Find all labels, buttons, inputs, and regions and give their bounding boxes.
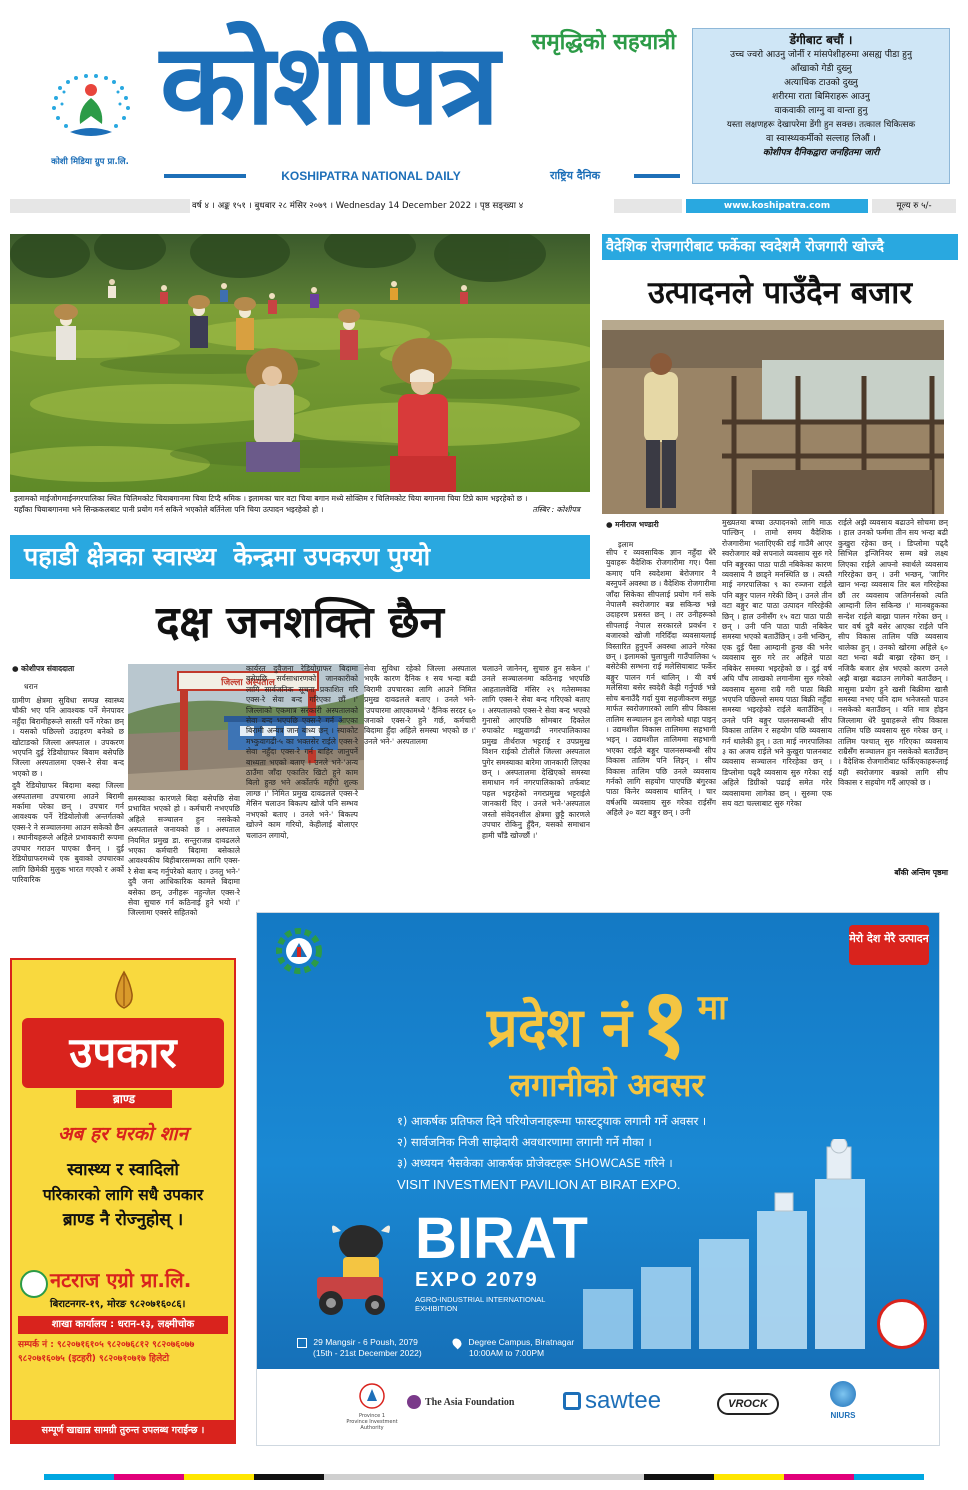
- sponsor-sawtee: [563, 1387, 673, 1415]
- health-column-5: [482, 664, 590, 942]
- byline-place: धरान: [24, 682, 38, 691]
- sponsor-province: [327, 1383, 417, 1431]
- point-item: २) सार्वजनिक निजी साझेदारी अवधारणामा लगानी गर्ने मौका ।: [397, 1135, 652, 1149]
- expo-dates: [297, 1337, 477, 1359]
- expo-desc: [415, 1295, 595, 1313]
- province-line: Province 1: [358, 1413, 386, 1419]
- upakar-subbrand-ribbon: ब्राण्ड: [74, 1088, 174, 1110]
- nepal-emblem-icon: [359, 1383, 385, 1409]
- mero-desh-badge: मेरो देश मेरै उत्पादन: [849, 925, 929, 965]
- dengue-line: आँखाको गेडी दुख्नु: [790, 64, 852, 74]
- dengue-footer: कोशीपत्र दैनिकद्वारा जनहितमा जारी: [762, 148, 880, 158]
- point-item: १) आकर्षक प्रतिफल दिने परियोजनाहरूमा फास्टट्र्याक लगानी गर्ने अवसर ।: [397, 1114, 707, 1128]
- dengue-line: वाकवाकी लाग्नु वा वान्ता हुनु: [774, 106, 868, 116]
- caption-line: यहाँका चियाबगानमा भने सिन्क्रकलबाट पानी प्रयोग गर्न सकिने भएकोले बर्तिनेला पनि चिया उत्पादन भइरहेको हो ।: [14, 505, 324, 514]
- health-kicker-banner: पहाडी क्षेत्रका स्वास्थ्य केन्द्रमा उपकरण पुग्यो: [10, 535, 590, 579]
- paragraph: सेवा सुविधा रहेको जिल्ला अस्पताल भएकै कारण दैनिक १ सय भन्दा बढी बिरामी उपचारका लागि आउने निमित प्रमुख दावढलले बताए । उनले भने-'उपचारमा आएकामध्ये ' दैनिक सरदर ६० जनाको एक्स-रे हुने गर्छ, कर्मचारी बिदामा हुँदा अहिले समस्या भएको छ ।' उनले भने-' अस्पतालमा: [364, 664, 476, 746]
- desc-line: AGRO-INDUSTRIAL INTERNATIONAL: [415, 1295, 546, 1304]
- masthead-english-name: KOSHIPATRA NATIONAL DAILY: [246, 166, 496, 186]
- message-line: ब्राण्ड नै रोज्नुहोस् ।: [62, 1210, 184, 1230]
- point-item: ३) अध्ययन भैसकेका आकर्षक प्रोजेक्टहरू SHOWCASE गरिने ।: [397, 1156, 673, 1170]
- blue-gold-logo-icon: [877, 1299, 927, 1349]
- title-number: १: [639, 967, 690, 1079]
- byline-author: मनीराज भण्डारी: [615, 520, 659, 529]
- yak-tractor-icon: [303, 1213, 413, 1323]
- sponsor-label: sawtee: [585, 1387, 662, 1414]
- date-line: 29 Mangsir - 6 Poush, 2079: [313, 1337, 418, 1348]
- expo-venue: [453, 1337, 623, 1359]
- production-column-2: [722, 518, 832, 880]
- sawtee-icon: [563, 1392, 581, 1410]
- title-main: प्रदेश नं: [487, 996, 632, 1059]
- masthead-title: कोशीपत्र: [160, 20, 498, 150]
- paragraph: चलाउने जानेनन्, सुचारु हुन सकेन ।' उनले सञ्चालनमा कठिनाइ भएपछि आहतालवेखि मंसिर २९ गतेसम्मका लागि एक्स-रे सेवा बन्द गरिएको बताए । अस्पतालको एक्स-रे सेवा बन्द भएको गुनासो आएपछि सोमबार दिक्तेल रुपाकोट मझुवागढी नगरपालिकाका प्रमुख तीर्थराज भट्टराई र उपप्रमुख विशन राईको टोलीले जिल्ला अस्पताल पुगेर समस्याका बारेमा जानकारी लिएका छन् । अस्पतालमा देखिएको समस्या समाधान गर्न नगरपालिकाको तर्फबाट पहल भइरहेको नगरप्रमुख भट्टराईले जानकारी दिए । उनले भने-'अस्पताल जस्तो संवेदनशील क्षेत्रमा छुट्टै कारणले उपचार रोकिनु हुँदैन, यसको समाधान हामी चाँडै खोज्छौं ।': [482, 664, 590, 840]
- namaste-hands-icon: [102, 968, 146, 1012]
- dengue-title: डेंगीबाट बचौं ।: [789, 33, 853, 47]
- health-column-4: [364, 664, 476, 942]
- health-column-2: [128, 794, 240, 942]
- continued-note: बाँकी अन्तिम पृष्ठमा: [894, 868, 948, 877]
- photo-credit: तस्बिर : कोशीपत्र: [532, 505, 580, 514]
- upakar-footer: सम्पूर्ण खाद्यान्न सामग्री तुरुन्त उपलब्ध गराईन्छ ।: [12, 1420, 234, 1442]
- niurs-icon: [830, 1381, 856, 1407]
- upakar-brand: उपकार: [69, 1028, 177, 1077]
- message-line: स्वास्थ्य र स्वादिलो: [67, 1160, 179, 1180]
- masthead-underline-bar-right: [634, 174, 680, 178]
- paragraph: कार्यरत दुवैजना रेडियोग्राफर बिदामा बसेपछि सर्वसाधारणको जानकारीको लागि सार्वजनिक सूचना प्रकाशित गरि एक्स-रे सेवा बन्द गरिएका छौं ।' जिल्लाको एकमात्र सरकारी अस्पतालको सेवा बन्द भएपछि एक्स-रे गर्न आएका बिरामी अन्यत्र जान बाध्य छन् । स्याकोट मभ्कुवागढी-५ का भक्तसेर राईले एक्स-रे सेवा नहुँदा एक्स-रे गर्न बाहिर जानुपर्ने बाध्यता भएको बताए । उनले भने-'अन्य ठाउँमा जाँदा एकातिर खिटो हुने काम बिलो हुन्छ भने अर्कोतर्फ महँगो शुल्क लाग्छ ।' निमित प्रमुख दावढलले एक्स-रे मेसिन चलाउन बिकल्प खोजे पनि सम्भव नभएको बताए । उनले भने-' बिकल्प खोज्ने काम गरियो, केहीलाई बोलाएर चलाउन लगायो,: [246, 664, 358, 840]
- contact-line: ९८२०७१६०७५ (इटहरी) ९८२०७१०७१७ हिलेटो: [18, 1354, 170, 1364]
- dateline-info: वर्ष ४ । अङ्क १५१ । बुधबार २८ मंसिर २०७९ । Wednesday 14 December 2022 । पृष्ठ सङ्ख्या ४: [192, 201, 524, 211]
- paragraph: ग्रामीण क्षेत्रमा सुविधा सम्पन्न स्वास्थ्य चौकी भए पनि आवश्यक पर्ने मेनपावर नहुँदा बिरामीहरूले सास्ती पर्ने गरेका छन् । यसको पछिल्लो उदाहरण बनेको छ खोटाङको जिल्ला अस्पताल । उपकरण भएपनि दुई रेडियोग्राफर बिवाम बसेपछि जिल्ला अस्पतालमा एक्स-रे सेवा बन्द भएको छ ।: [12, 696, 124, 778]
- registration-bar: [44, 1474, 924, 1480]
- publisher-logo: [40, 68, 140, 167]
- birat-title: [397, 967, 817, 1079]
- production-headline: उत्पादनले पाउँदैन बजार: [647, 275, 913, 311]
- tea-garden-photo: [10, 234, 590, 492]
- birat-subtitle: लगानीको अवसर: [509, 1066, 705, 1104]
- venue-line: 10:00AM to 7:00PM: [469, 1348, 545, 1359]
- bullet-icon: ●: [606, 520, 616, 529]
- desc-line: EXHIBITION: [415, 1304, 458, 1313]
- bullet-icon: ●: [12, 664, 22, 673]
- province-line: Authority: [360, 1425, 384, 1431]
- birat-visit-line: VISIT INVESTMENT PAVILION AT BIRAT EXPO.: [397, 1177, 681, 1192]
- sponsor-asia-foundation: [407, 1395, 537, 1409]
- sponsor-label: The Asia Foundation: [425, 1396, 515, 1408]
- dengue-line: उच्च ज्वरो आउनु जोर्नी र मांसपेशीहरुमा असह्य पीडा हुनु: [730, 50, 912, 60]
- health-column-3: [246, 664, 358, 942]
- dengue-line: शरीरमा राता बिमिराहरू आउनु: [772, 92, 870, 102]
- website-link[interactable]: www.koshipatra.com: [686, 199, 868, 213]
- expo-year: EXPO 2079: [415, 1269, 539, 1291]
- publisher-name: कोशी मिडिया ग्रुप प्रा.लि.: [51, 157, 129, 167]
- production-kicker: वैदेशिक रोजगारीबाट फर्केका स्वदेशमै रोजगारी खोज्दै: [602, 234, 958, 260]
- upakar-company: नटराज एग्रो प्रा.लि.: [50, 1268, 192, 1292]
- health-column-1: [12, 696, 124, 942]
- paragraph: सीप र व्यवसायिक ज्ञान नहुँदा धेरै युवाहरू वैदेशिक रोजगारीमा गए। पैसा कमाए पनि स्वदेशमा बेरोजगार नै बस्नुपर्ने अवस्था छ । वैदेशिक रोजगारीमा जाँदा सिकेका सीपलाई प्रयोग गर्न सके नेपालमै स्वरोजगार बन्न सकिन्छ भन्ने उदाहरण प्रसस्त छन् । तर उनीहरूको सीपलाई नेपाल सरकारले प्रवर्धन र बजारको खोजी गरिदिँदा व्यवसायलाई विस्तारित हुनुपर्ने अवस्था आउने गरेका छन् । इलामको चुलाचुली गाउँपालिका ५ बसेटेकी सम्भना राई मलेसियाबाट फर्केर बङ्गुर पालन गर्न थालिन् । यी वर्ष मलेसिया बसेर स्वदेशै केही गर्नुपर्छ भन्ने सोच बनाउँदै गर्दा युवा सहजीकरण समूह मार्फत स्वरोजगारको लागि सीप विकास तालिम सञ्चालन हुन लागेको थाहा पाइन् । उद्यमशील विकास तालिममा सहभागी भइन् । उद्यमशील तालिममा सहभागी भएका राईले बङ्गुर पालनसम्बन्धी सीप विकास तालिम पनि लिइन् । सीप विकास तालिम पछि उनले व्यवसाय गर्नको लागि सहयोग पाएपछि बंगुरका पाठा किनेर व्यवसाय थालिन् । चार वर्षअघि व्यवसाय सुरु गरेका राईसँग अहिले ३० वटा बङ्गुर छन् । उनी: [606, 548, 716, 818]
- growth-bar-graphic: [583, 1139, 883, 1349]
- upakar-tagline: अब हर घरको शान: [58, 1123, 188, 1145]
- production-column-3: [838, 518, 948, 868]
- birat-expo-ad[interactable]: [256, 912, 940, 1446]
- expo-name: BIRAT: [415, 1206, 588, 1271]
- pig-farm-photo: [602, 320, 944, 514]
- production-column-1: [606, 548, 716, 880]
- masthead-tagline: समृद्धिको सहयात्री: [531, 30, 676, 55]
- masthead-national-daily: राष्ट्रिय दैनिक: [549, 169, 601, 182]
- paragraph: समस्याका कारणले बिदा बसेपछि सेवा प्रभावित भएको हो । कर्मचारी नभएपछि अहिले सञ्चालन हुन नसकेको अस्पतालले जनायको छ । अस्पताल नियमित प्रमुख डा. सन्तुराजन्न दावढलले भएका कर्मचारी बिदामा बसेकाले आवश्यकीय बिहीबारसम्मका लागि एक्स-रे सेवा बन्द गर्नुपरेको बताए । उनलु भने-' दुवै जना आधिकारिक कामले बिदामा बसेका छन्, उनीहरू नहुन्जेल एक्स-रे सेवा सुचारु गर्न कठिनाई हुने भयो ।' जिल्लामा एक्सरे सहितको: [128, 794, 240, 918]
- venue-line: Degree Campus, Biratnagar: [468, 1337, 575, 1348]
- masthead-underline-bar: [164, 174, 246, 178]
- asia-foundation-icon: [407, 1395, 421, 1409]
- sponsor-vrock: VROCK: [717, 1393, 779, 1415]
- paragraph: मुख्यतया बच्चा उत्पादनको लागि माऊ पाल्छिन् । तामो समय वैदेशिक रोजगारीमा भताएिएकी राई गाउँमै आएर स्वरोजगार बन्ने सपनाले व्यवसाय सुरु गरे पनि बङ्गुरका पाठा पाठी नबिकेका कारण व्यवसाय नै छाड्ने मनस्थिति छ । त्यस्तै माई नगरपालिका ९ का रञ्जना राईले पनि बङ्गुर पालन गरेकी छिन् । उनले तीन वटा बङ्गुर बाट पाठा उत्पादन गरिरहेकी छिन् । हाल उनीसँग १५ वटा पाठा पाठी छन् । उनी पनि पाठा पाठी नबिकेर समस्या भएको बताउँछिन् । उनी भन्छिन्, एक दुई पैसा आम्दानी हुन्छ की भनेर व्यवसाय सुरु गरे तर अहिले पाठा नबिकेर समस्या भइरहेको छ । दुई वर्ष अघि पाँच लाखको लगानीमा सुरु गरेको व्यवसाय सुरुमा राम्रै गरी पाठा बिक्री भएपनि पछिल्लो समय पाठा बिक्री नहुँदा समस्या भइरहेको राईले बताउँछिन् । उनले पनि बङ्गुर पालनसम्बन्धी सीप विकास तालिम र सहयोग पछि व्यवसाय गर्न थालेकी हुन् । उता माई नगरपालिका ३ का अजय राईले भने कुखुरा पालनबाट व्यवसाय सञ्चालन गरिरहेका छन् । डिप्लोमा पढ्दै व्यवसाय सुरु गरेका राई अहिले डिग्रीको पढाई समेत गरेर व्यवसायमा लागेका छन् । सुरुमा एक सय वटा चल्लाबाट सुरु गरेका: [722, 518, 832, 808]
- dengue-line: अत्याधिक टाउको दुख्नु: [784, 78, 858, 88]
- title-suffix: मा: [697, 988, 727, 1028]
- lead-photo-caption: [10, 492, 590, 516]
- dateline-mid-bar: [614, 199, 682, 213]
- svg-text:जिल्ला अस्पताल: जिल्ला अस्पताल: [221, 678, 275, 688]
- dengue-line: वा स्वास्थ्यकर्मीको सल्लाह लिऔं ।: [766, 134, 876, 144]
- sponsor-label: NIURS: [830, 1411, 856, 1420]
- byline-author: कोशीपत्र संवाददाता: [21, 664, 75, 673]
- upakar-contact: [18, 1338, 230, 1366]
- paragraph: राईले अझै व्यवसाय बढाउने सोचमा छन् । हाल उनको फर्ममा तीन सय भन्दा बढी कुखुरा रहेका छन् । डिप्लोमा पढ्दै सिभिल इन्जिनियर सम्म बन्ने लक्ष्य लिएका राईले आफ्नो स्वार्थले व्यवसाय गरिरहेका छन् । उनी भन्छन्, 'जागिर खान भन्दा व्यवसाय तिर बल गरिरहेका छौं तर व्यवसाय जतिगर्नसको त्यति आम्दानी लिन सकिन्छ ।' मानबहुकका सन्देश राईले बाख्रा पालन गरेका छन् । चार वर्ष दुवै बसेर आएका राईले पनि सीप विकास तालिम पछि व्यवसाय थालेका हुन् । उनको खोरमा अहिले ६० वटा भन्दा बढी बाख्रा रहेका छन् । नजिकै बजार क्षेत्र भएको कारण उनले अझै बाख्रा बढाउन लागेको बताउँछन् । मासुमा प्रयोग हुने खसी बिक्रीमा खासै समस्या नभए पनि दाम भनेजस्तो पाउन नसकेको बताउँछन् । यति मात्र होइन जिल्लामा धेरै युवाहरूले सीप विकास तालिम पछि व्यवसाय सुरु गरेका छन् । तालिम पश्चात् सुरु गरिएका व्यवसाय राम्रैसँग सञ्चालन हुन नसकेको बताउँछन् । वैदेशिक रोजगारीबाट फर्किएकाहरूलाई यही स्वरोजगार बन्नको लागि सीप विकास र सहयोग गर्दै आएको छ ।: [838, 518, 948, 788]
- upakar-message: [12, 1158, 234, 1233]
- message-line: परिकारको लागि सधै उपकार: [42, 1186, 204, 1204]
- contact-line: सम्पर्क नं : ९८२०७१६१०५ ९८२०७६८१२ ९८२०७६०७७: [18, 1340, 195, 1350]
- koshi-media-logo-icon: [40, 68, 140, 148]
- paragraph: दुवै रेडियोग्राफर बिदामा बस्दा जिल्ला अस्पतालमा उपचारमा आउने बिरामी मर्कामा परेका छन् । उपचार गर्न आवश्यक पर्ने रेडियोलोजी अन्तर्गतको एक्स-रे ने सञ्चालनमा आउन सकेको छैन । स्थानीयहरूले अहिले प्रभावकारी रूपमा उपचार गराउन पाएका छैनन् । दुई रेडियोग्राफरमध्ये एक बुवाको उपचारका लागि छिमेकी मुलुक भारत गएको र अर्को पारिवारिक: [12, 781, 124, 884]
- upakar-ad[interactable]: [10, 958, 236, 1444]
- location-pin-icon: [451, 1336, 464, 1349]
- province-line: Province Investment: [346, 1419, 398, 1425]
- dateline-left-bar: [10, 199, 190, 213]
- health-byline: [12, 664, 124, 692]
- upakar-branch: शाखा कार्यालय : धरान-१३, लक्ष्मीचोक: [18, 1316, 228, 1334]
- natraj-logo-icon: [20, 1270, 48, 1298]
- byline-place: इलाम: [618, 540, 634, 549]
- upakar-brand-banner: [22, 1018, 224, 1088]
- health-headline: दक्ष जनशक्ति छैन: [156, 597, 444, 648]
- date-line: (15th - 21st December 2022): [313, 1348, 422, 1359]
- production-byline: [606, 520, 716, 550]
- calendar-icon: [297, 1338, 307, 1348]
- dengue-awareness-box: [692, 28, 950, 184]
- upakar-address: बिराटनगर-१९, मोरङ ९८२०७१६०८६।: [50, 1299, 186, 1310]
- dengue-line: यस्ता लक्षणहरू देखापरेमा डेंगी हुन सक्छ। तत्काल चिकित्सक: [726, 120, 916, 130]
- price-label: मूल्य रु ५/-: [872, 199, 956, 213]
- sponsor-niurs: [823, 1381, 863, 1420]
- gear-logo-icon: [271, 923, 327, 979]
- caption-line: इलामको माईजोगमाईनगरपालिका स्थित चिलिमकोट चियाबगानमा चिया टिप्दै श्रमिक । इलामका चार वटा चिया बगान मध्ये सोक्तिम र चिलिमकोट चिया बगानमा चिया टिप्ने काम भइरहेको छ ।: [14, 494, 528, 503]
